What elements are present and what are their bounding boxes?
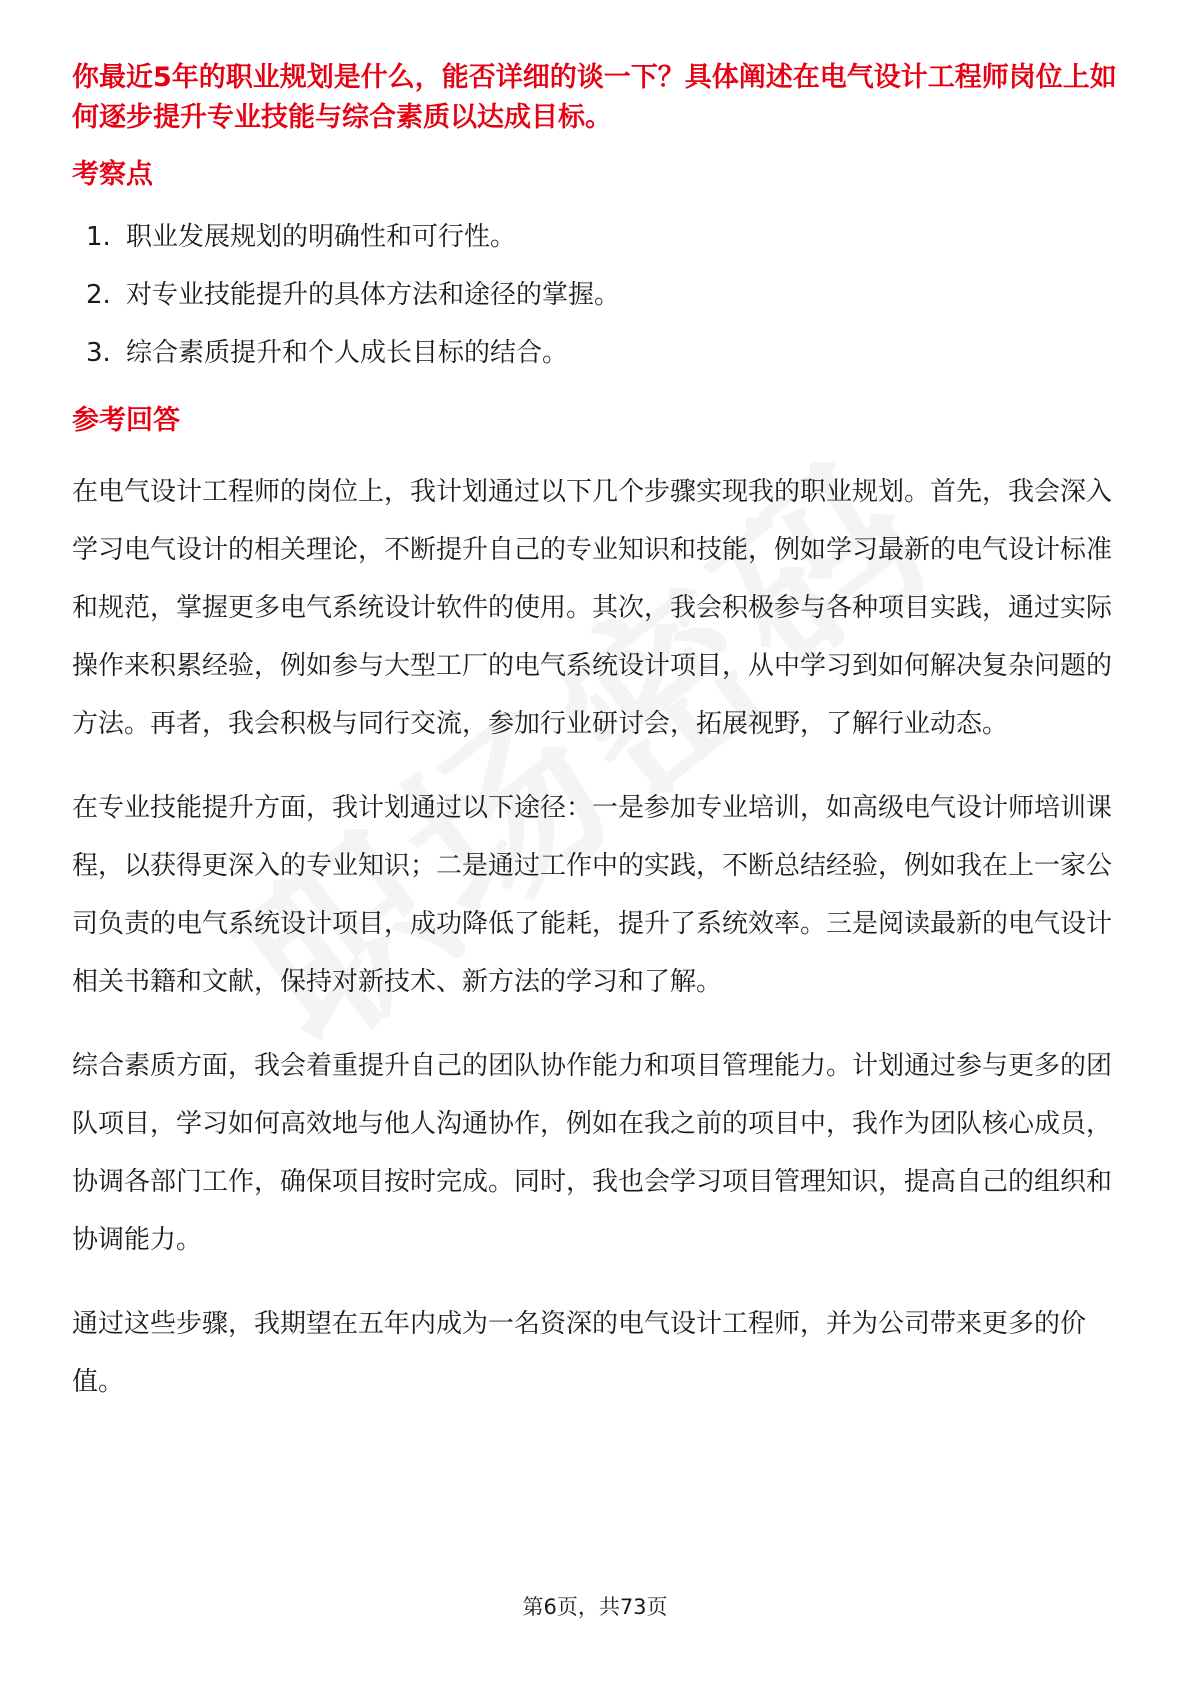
answer-heading: 参考回答 — [72, 405, 180, 436]
question-title: 你最近5年的职业规划是什么，能否详细的谈一下？具体阐述在电气设计工程师岗位上如何逐步提升专业技能与综合素质以达成目标。 — [72, 62, 1117, 133]
points-list — [72, 217, 1118, 373]
list-item — [72, 333, 1118, 373]
document-page — [72, 58, 1118, 1411]
list-item — [72, 217, 1118, 257]
list-item-number: 1. — [86, 222, 111, 252]
list-item-text: 对专业技能提升的具体方法和途径的掌握。 — [126, 280, 621, 310]
points-heading: 考察点 — [72, 159, 153, 190]
page-number: 第6页，共73页 — [522, 1595, 668, 1619]
list-item — [72, 275, 1118, 315]
answer-paragraph: 综合素质方面，我会着重提升自己的团队协作能力和项目管理能力。计划通过参与更多的团队项目，学习如何高效地与他人沟通协作，例如在我之前的项目中，我作为团队核心成员，协调各部门工作，确保项目按时完成。同时，我也会学习项目管理知识，提高自己的组织和协调能力。 — [72, 1051, 1113, 1255]
list-item-text: 综合素质提升和个人成长目标的结合。 — [126, 338, 569, 368]
answer-paragraph: 通过这些步骤，我期望在五年内成为一名资深的电气设计工程师，并为公司带来更多的价值。 — [72, 1309, 1087, 1397]
list-item-number: 3. — [86, 338, 111, 368]
list-item-number: 2. — [86, 280, 111, 310]
answer-paragraph: 在电气设计工程师的岗位上，我计划通过以下几个步骤实现我的职业规划。首先，我会深入学习电气设计的相关理论，不断提升自己的专业知识和技能，例如学习最新的电气设计标准和规范，掌握更多电气系统设计软件的使用。其次，我会积极参与各种项目实践，通过实际操作来积累经验，例如参与大型工厂的电气系统设计项目，从中学习到如何解决复杂问题的方法。再者，我会积极与同行交流，参加行业研讨会，拓展视野，了解行业动态。 — [72, 477, 1113, 739]
list-item-text: 职业发展规划的明确性和可行性。 — [126, 222, 517, 252]
answer-paragraph: 在专业技能提升方面，我计划通过以下途径：一是参加专业培训，如高级电气设计师培训课程，以获得更深入的专业知识；二是通过工作中的实践，不断总结经验，例如我在上一家公司负责的电气系统设计项目，成功降低了能耗，提升了系统效率。三是阅读最新的电气设计相关书籍和文献，保持对新技术、新方法的学习和了解。 — [72, 793, 1113, 997]
